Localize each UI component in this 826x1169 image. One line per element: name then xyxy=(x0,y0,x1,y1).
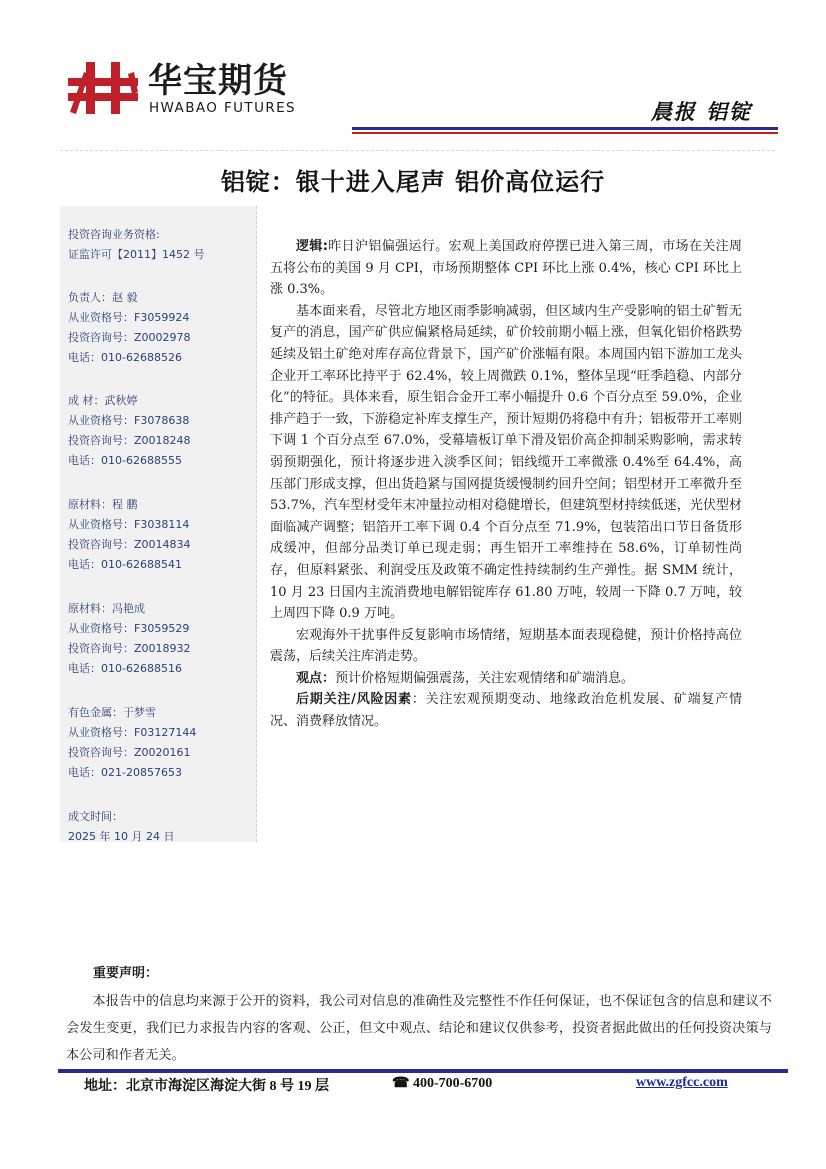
contact-cert-number: 从业资格号：F3059924 xyxy=(68,311,190,324)
logic-paragraph xyxy=(270,236,742,301)
risk-text: ：关注宏观预期变动、地缘政治危机发展、矿端复产情况、消费释放情况。 xyxy=(270,692,742,730)
logic-label: 逻辑: xyxy=(296,239,328,254)
header-dashed-divider xyxy=(60,150,775,151)
hwabao-logo-icon xyxy=(68,60,138,116)
contact-invest-number: 投资咨询号：Z0002978 xyxy=(68,331,191,344)
contact-invest-number: 投资咨询号：Z0018248 xyxy=(68,434,191,447)
header-red-rule xyxy=(352,132,778,134)
disclaimer-title: 重要声明： xyxy=(93,966,159,981)
header-blue-rule xyxy=(352,127,778,130)
view-paragraph xyxy=(270,668,742,690)
contact-cert-number: 从业资格号：F03127144 xyxy=(68,726,197,739)
report-body xyxy=(270,236,742,733)
fundamentals-paragraph: 基本面来看，尽管北方地区雨季影响减弱，但区域内生产受影响的铝土矿暂无复产的消息，国产矿供应偏紧格局延续，矿价较前期小幅上涨，但氧化铝价格跌势延续及铝土矿绝对库存高位背景下，国产矿价涨幅有限。本周国内铝下游加工龙头企业开工率环比持平于 62.4%，较上周微跌 0.1%，整体呈现“旺季趋稳、内部分化”的特征。具体来看，原生铝合金开工率小幅提升 0.6 个百分点至 59.0%，企业排产趋于一致，下游稳定补库支撑生产，预计短期仍将稳中有升；铝板带开工率则下调 1 个百分点至 67.0%，受幕墙板订单下滑及铝价高企抑制采购影响，需求转弱预期强化，预计将逐步进入淡季区间；铝线缆开工率微涨 0.4%至 64.4%，高压部门形成支撑，但出货趋紧与国网提货缓慢制约回升空间；铝型材开工率微升至 53.7%，汽车型材受年末冲量拉动相对稳健增长，但建筑型材持续低迷，光伏型材面临减产调整；铝箔开工率下调 0.4 个百分点至 71.9%，包装箔出口节日备货形成缓冲，但部分品类订单已现走弱；再生铝开工率维持在 58.6%，订单韧性尚存，但原料紧张、利润受压及政策不确定性持续制约生产弹性。据 SMM 统计，10 月 23 日国内主流消费地电解铝锭库存 61.80 万吨，较周一下降 0.7 万吨，较上周四下降 0.9 万吨。 xyxy=(270,303,742,622)
contact-invest-number: 投资咨询号：Z0020161 xyxy=(68,746,191,759)
contact-phone: 电话：010-62688526 xyxy=(68,351,182,364)
contact-role: 负责人：赵 毅 xyxy=(68,291,138,304)
logo-english-name: HWABAO FUTURES xyxy=(149,100,297,116)
contact-phone: 电话：010-62688516 xyxy=(68,662,182,675)
company-logo xyxy=(68,60,318,120)
report-date-label: 成文时间： xyxy=(68,810,123,823)
contact-cert-number: 从业资格号：F3078638 xyxy=(68,414,190,427)
contact-phone: 电话：010-62688555 xyxy=(68,454,182,467)
report-date-value: 2025 年 10 月 24 日 xyxy=(68,830,175,843)
page-title: 铝锭：银十进入尾声 铝价高位运行 xyxy=(220,168,606,196)
footer-address: 地址：北京市海淀区海淀大街 8 号 19 层 xyxy=(84,1079,329,1094)
contact-cert-number: 从业资格号：F3059529 xyxy=(68,622,190,635)
risk-paragraph xyxy=(270,689,742,732)
disclaimer-text: 本报告中的信息均来源于公开的资料，我公司对信息的准确性及完整性不作任何保证，也不保证包含的信息和建议不会发生变更，我们已力求报告内容的客观、公正，但文中观点、结论和建议仅供参考，投资者据此做出的任何投资决策与本公司和作者无关。 xyxy=(66,994,772,1063)
footer-website-link[interactable]: www.zgfcc.com xyxy=(636,1075,728,1090)
contact-role: 有色金属：于梦雪 xyxy=(68,706,156,719)
contact-invest-number: 投资咨询号：Z0018932 xyxy=(68,642,191,655)
contact-role: 原材料：程 鹏 xyxy=(68,498,138,511)
footer-phone: ☎ 400-700-6700 xyxy=(392,1076,493,1091)
outlook-paragraph: 宏观海外干扰事件反复影响市场情绪，短期基本面表现稳健，预计价格持高位震荡，后续关注库消走势。 xyxy=(270,627,742,665)
view-text: 预计价格短期偏强震荡，关注宏观情绪和矿端消息。 xyxy=(335,670,635,686)
logo-chinese-name: 华宝期货 xyxy=(148,61,288,101)
contact-role: 原材料：冯艳成 xyxy=(68,602,145,615)
contact-phone: 电话：010-62688541 xyxy=(68,558,182,571)
footer-rule xyxy=(58,1069,788,1073)
logic-text: 昨日沪铝偏强运行。宏观上美国政府停摆已进入第三周，市场在关注周五将公布的美国 9 月 CPI，市场预期整体 CPI 环比上涨 0.4%，核心 CPI 环比上涨 0.3%。 xyxy=(270,239,742,298)
contact-phone: 电话：021-20857653 xyxy=(68,766,182,779)
view-label: 观点： xyxy=(296,670,336,686)
qualification-label: 投资咨询业务资格: xyxy=(68,228,160,241)
risk-label: 后期关注/风险因素 xyxy=(296,692,412,708)
contact-cert-number: 从业资格号：F3038114 xyxy=(68,518,190,531)
qualification-value: 证监许可【2011】1452 号 xyxy=(68,248,205,261)
report-type: 晨报 铝锭 xyxy=(650,99,752,124)
contact-role: 成 材：武秋婷 xyxy=(68,394,138,407)
contact-invest-number: 投资咨询号：Z0014834 xyxy=(68,538,191,551)
